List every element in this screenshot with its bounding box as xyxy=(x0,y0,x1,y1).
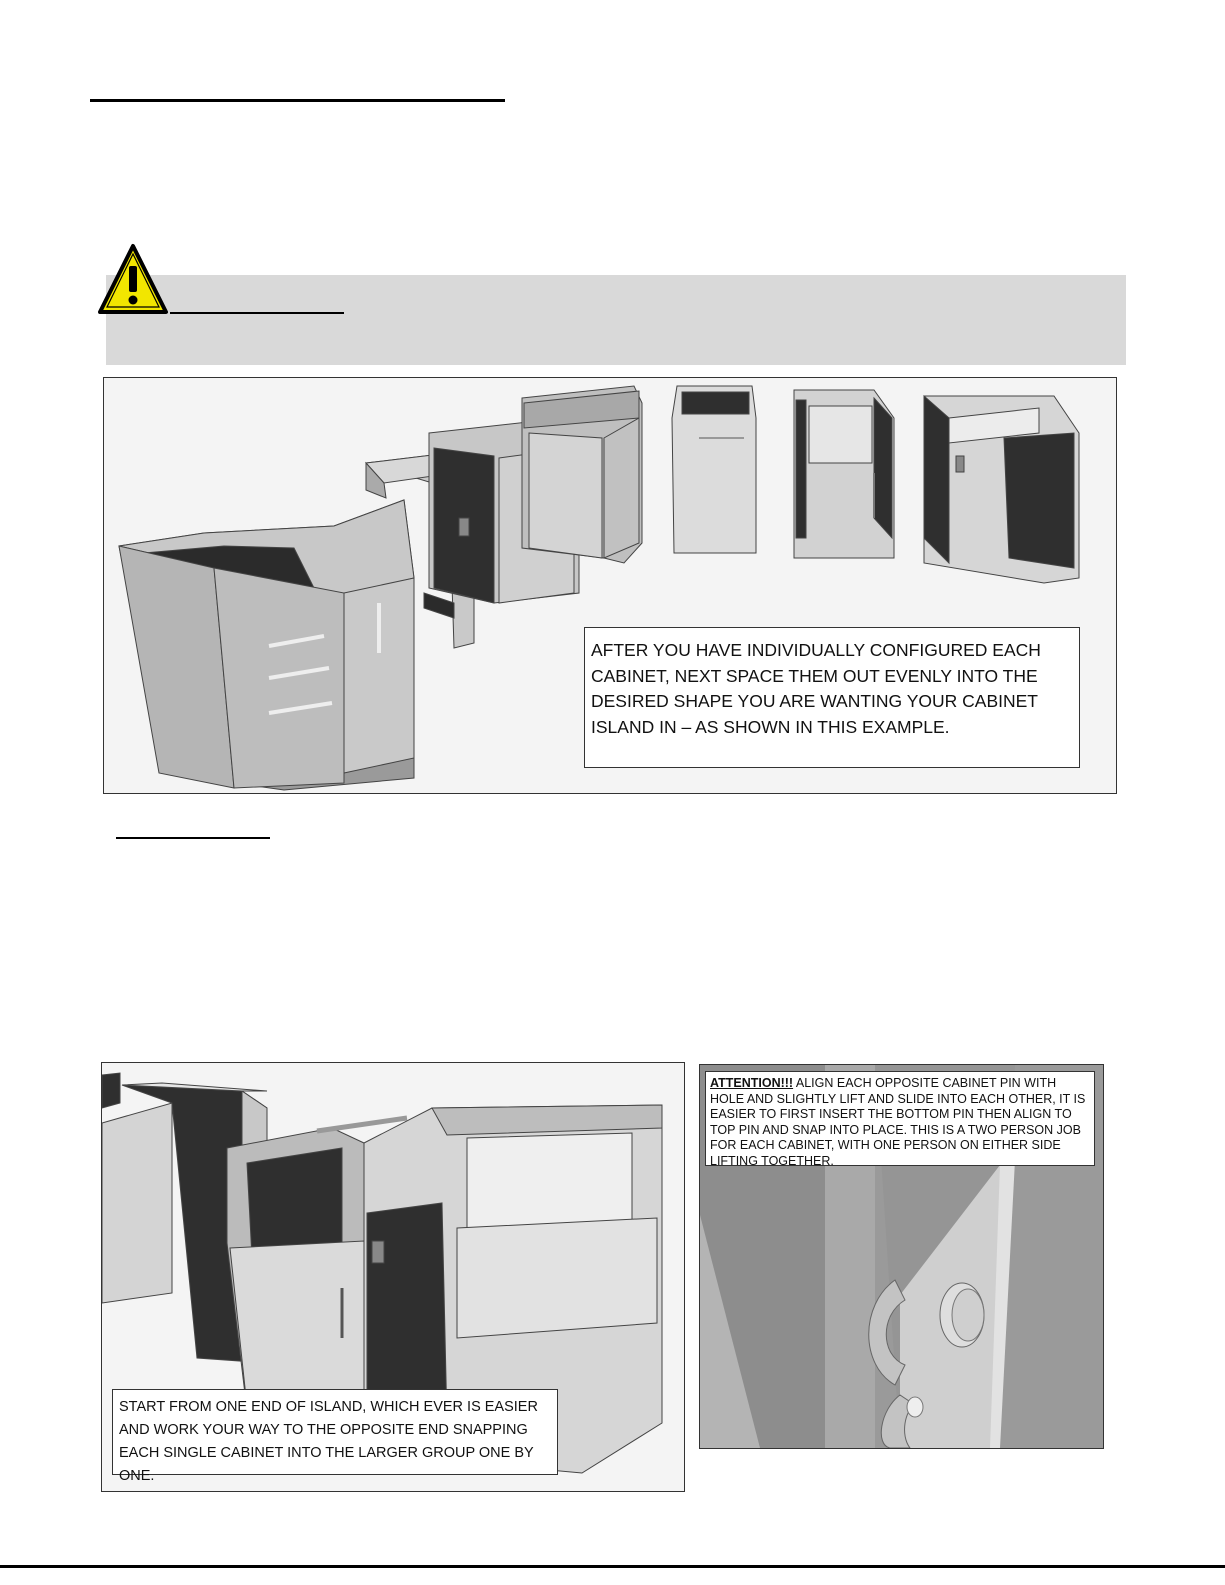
warning-triangle-icon xyxy=(96,242,170,318)
page-bottom-rule xyxy=(0,1565,1225,1568)
section-heading-rule xyxy=(90,99,505,102)
attention-label: ATTENTION!!! xyxy=(710,1076,794,1090)
grill-cabinet xyxy=(119,500,414,790)
callout-attention xyxy=(705,1071,1095,1166)
subsection-heading-rule xyxy=(116,837,270,839)
warning-band xyxy=(106,275,1126,365)
sink-cabinet xyxy=(924,396,1079,583)
warning-heading-rule xyxy=(170,312,344,314)
attention-text: ALIGN EACH OPPOSITE CABINET PIN WITH HOLE AND SLIGHTLY LIFT AND SLIDE INTO EACH OTHER, IT IS EASIER TO FIRST INSERT THE BOTTOM PIN THEN ALIGN TO TOP PIN AND SNAP INTO PLACE. THIS IS A TWO PERSON JOB FOR EACH CABINET, WITH ONE PERSON ON EITHER SIDE LIFTING TOGETHER. xyxy=(710,1076,1086,1168)
corner-cabinet xyxy=(522,386,642,563)
callout-spacing: AFTER YOU HAVE INDIVIDUALLY CONFIGURED EACH CABINET, NEXT SPACE THEM OUT EVENLY INTO THE DESIRED SHAPE YOU ARE WANTING YOUR CABINET ISLAND IN – AS SHOWN IN THIS EXAMPLE. xyxy=(584,627,1080,768)
drawer-cabinet xyxy=(794,390,894,558)
callout-start: START FROM ONE END OF ISLAND, WHICH EVER IS EASIER AND WORK YOUR WAY TO THE OPPOSITE END SNAPPING EACH SINGLE CABINET INTO THE LARGER GROUP ONE BY ONE. xyxy=(112,1389,558,1475)
trash-cabinet xyxy=(672,386,756,553)
